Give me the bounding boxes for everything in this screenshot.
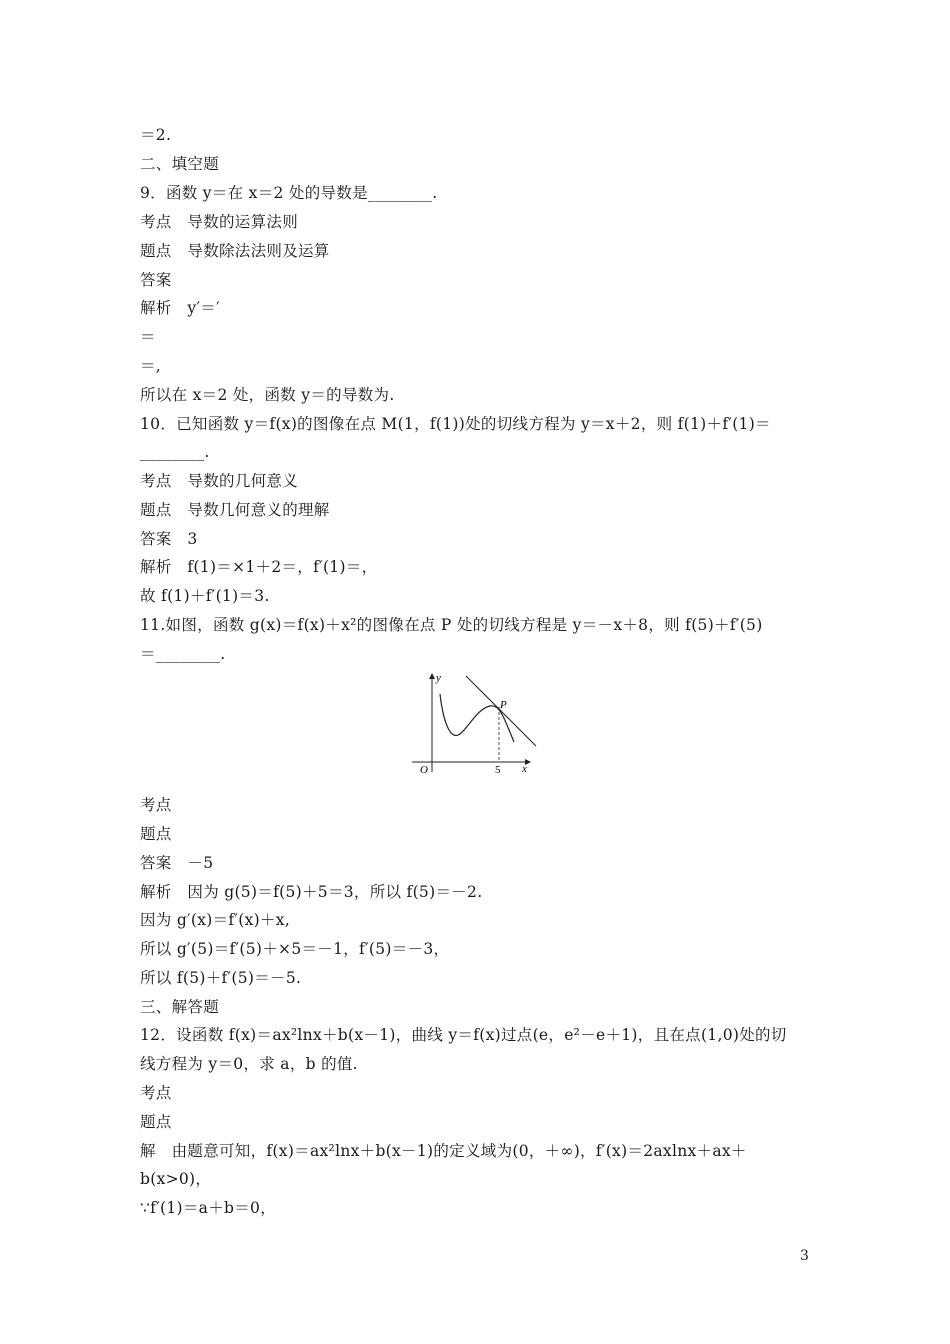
tangent-line (466, 676, 536, 746)
text-line: 所以 f(5)＋f′(5)＝－5. (140, 969, 302, 987)
text-line: 答案 3 (140, 530, 198, 548)
text-line: ∵f′(1)＝a＋b＝0， (140, 1199, 276, 1217)
question-10: 10．已知函数 y＝f(x)的图像在点 M(1，f(1))处的切线方程为 y＝x＋2，则 f(1)＋f′(1)＝ (140, 415, 771, 433)
text-line: 考点 导数的几何意义 (140, 472, 299, 490)
section-heading-answer: 三、解答题 (140, 998, 220, 1016)
page-number: 3 (800, 1248, 809, 1264)
question-12: 12．设函数 f(x)＝ax²lnx＋b(x－1)，曲线 y＝f(x)过点(e，e²－e＋1)，且在点(1,0)处的切 (140, 1026, 787, 1044)
point-p-label: P (500, 699, 507, 711)
text-line: 解析 因为 g(5)＝f(5)＋5＝3，所以 f(5)＝－2. (140, 883, 483, 901)
text-line: 因为 g′(x)＝f′(x)＋x, (140, 911, 291, 929)
text-line: ＝2. (140, 126, 172, 144)
question-9: 9．函数 y＝在 x＝2 处的导数是________. (140, 184, 438, 202)
origin-label: O (420, 764, 428, 776)
text-line: ＝, (140, 357, 162, 375)
section-heading-fill-blank: 二、填空题 (140, 155, 220, 173)
text-line: ＝ (140, 328, 156, 346)
text-line: 题点 (140, 1113, 172, 1131)
tangent-line-figure (408, 668, 540, 776)
text-line: 所以 g′(5)＝f′(5)＋×5＝－1，f′(5)＝－3， (140, 940, 450, 958)
text-line: b(x>0)， (140, 1170, 212, 1188)
text-line: 题点 导数除法法则及运算 (140, 242, 330, 260)
tick-5-label: 5 (495, 764, 501, 776)
text-line: 考点 导数的运算法则 (140, 213, 299, 231)
text-line: 题点 (140, 825, 172, 843)
text-line: 考点 (140, 796, 172, 814)
text-line: 答案 －5 (140, 854, 214, 872)
text-line: 线方程为 y＝0，求 a，b 的值. (140, 1055, 358, 1073)
question-11: 11.如图，函数 g(x)＝f(x)＋x²的图像在点 P 处的切线方程是 y＝－x＋8，则 f(5)＋f′(5) (140, 616, 763, 634)
y-axis-label: y (436, 672, 441, 684)
text-line: 故 f(1)＋f′(1)＝3. (140, 587, 270, 605)
text-line: 答案 (140, 271, 172, 289)
text-line: 解析 f(1)＝×1＋2＝，f′(1)＝， (140, 558, 378, 576)
text-line: 解 由题意可知，f(x)＝ax²lnx＋b(x－1)的定义域为(0，＋∞)，f′(x)＝2axlnx＋ax＋ (140, 1142, 747, 1160)
text-line: ________. (140, 443, 210, 461)
text-line: 所以在 x＝2 处，函数 y＝的导数为. (140, 386, 395, 404)
x-axis-label: x (522, 763, 527, 775)
figure-svg (408, 668, 540, 776)
text-line: 题点 导数几何意义的理解 (140, 501, 330, 519)
text-line: ＝________. (140, 645, 226, 663)
text-line: 考点 (140, 1084, 172, 1102)
text-line: 解析 y′＝′ (140, 299, 220, 317)
